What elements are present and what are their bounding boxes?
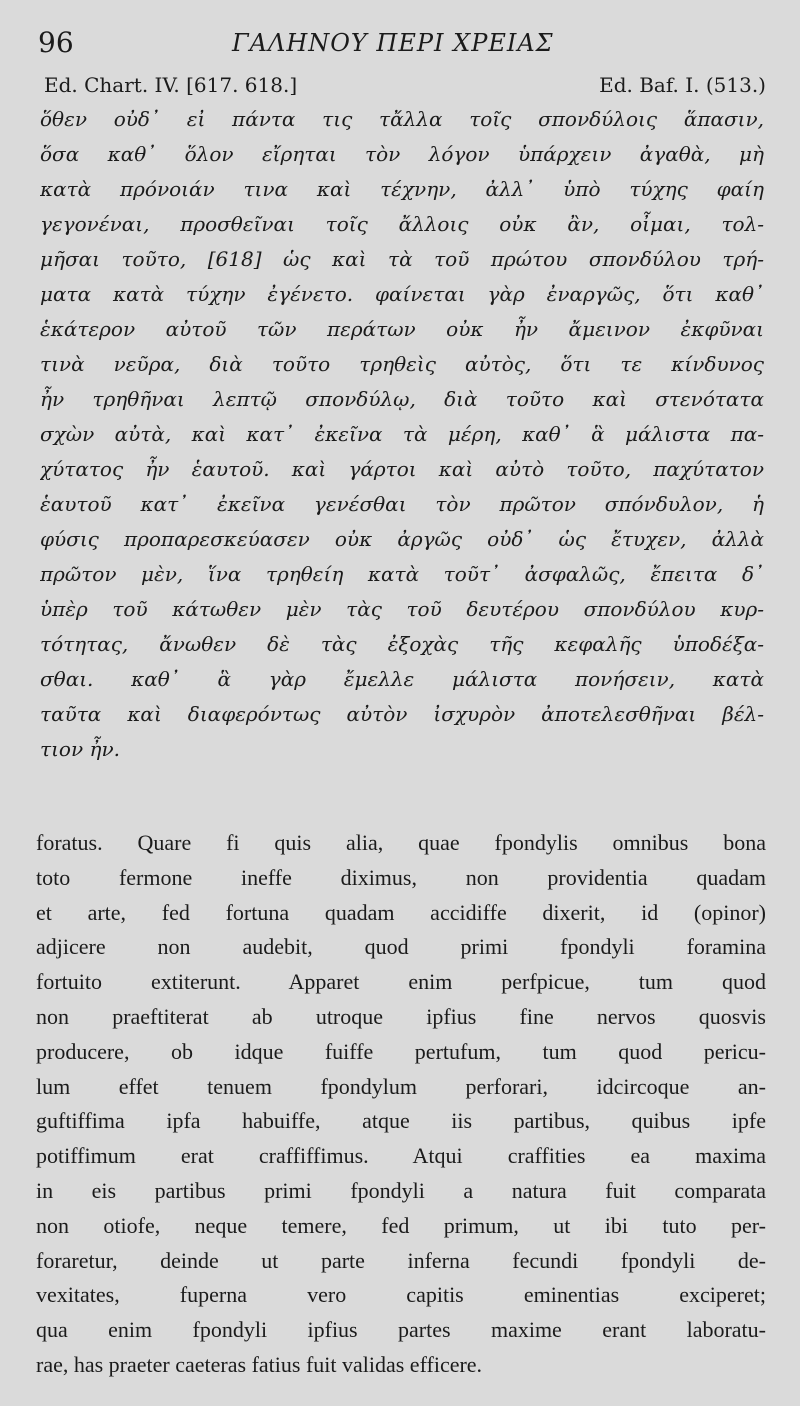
running-title: ΓΑΛΗΝΟΥ ΠΕΡΙ ΧΡΕΙΑΣ [232, 29, 554, 57]
latin-line: foraretur, deinde ut parte inferna fecundi fpondyli de- [36, 1247, 766, 1273]
latin-line: in eis partibus primi fpondyli a natura fuit comparata [36, 1177, 766, 1203]
greek-text-block [40, 102, 764, 767]
greek-line: σθαι. καθ᾿ ἃ γὰρ ἔμελλε μάλιστα πονήσειν, κατὰ [40, 667, 764, 691]
latin-line: toto fermone ineffe diximus, non providentia quadam [36, 864, 766, 890]
greek-line: πρῶτον μὲν, ἵνα τρηθείη κατὰ τοῦτ᾿ ἀσφαλῶς, ἔπειτα δ᾿ [40, 562, 764, 586]
greek-line: ὅθεν οὐδ᾿ εἰ πάντα τις τἄλλα τοῖς σπονδύλοις ἅπασιν, [40, 107, 764, 131]
latin-line: adjicere non audebit, quod primi fpondyli foramina [36, 934, 766, 960]
greek-line: μῆσαι τοῦτο, [618] ὡς καὶ τὰ τοῦ πρώτου σπονδύλου τρή- [40, 247, 764, 271]
latin-line: fortuito extiterunt. Apparet enim perfpicue, tum quod [36, 969, 766, 995]
latin-line: non otiofe, neque temere, fed primum, ut ibi tuto per- [36, 1212, 766, 1238]
greek-line: τότητας, ἄνωθεν δὲ τὰς ἐξοχὰς τῆς κεφαλῆς ὑποδέξα- [40, 632, 764, 656]
greek-line: ὅσα καθ᾿ ὅλον εἴρηται τὸν λόγον ὑπάρχειν ἀγαθὰ, μὴ [40, 142, 764, 166]
greek-line: ματα κατὰ τύχην ἐγένετο. φαίνεται γὰρ ἐναργῶς, ὅτι καθ᾿ [40, 282, 764, 306]
greek-line: κατὰ πρόνοιάν τινα καὶ τέχνην, ἀλλ᾿ ὑπὸ τύχης φαίη [40, 177, 764, 201]
latin-text-block [36, 826, 766, 1383]
latin-line: et arte, fed fortuna quadam accidiffe dixerit, id (opinor) [36, 899, 766, 925]
greek-line: γεγονέναι, προσθεῖναι τοῖς ἄλλοις οὐκ ἂν, οἶμαι, τολ- [40, 212, 764, 236]
greek-line: ὑπὲρ τοῦ κάτωθεν μὲν τὰς τοῦ δευτέρου σπονδύλου κυρ- [40, 597, 764, 621]
greek-line: τιον ἦν. [40, 737, 120, 761]
greek-line: ἑαυτοῦ κατ᾿ ἐκεῖνα γενέσθαι τὸν πρῶτον σπόνδυλον, ἡ [40, 492, 764, 516]
edition-reference-left: Ed. Chart. IV. [617. 618.] [44, 73, 298, 97]
greek-line: φύσις προπαρεσκεύασεν οὐκ ἀργῶς οὐδ᾿ ὡς ἔτυχεν, ἀλλὰ [40, 527, 764, 551]
edition-reference-right: Ed. Baf. I. (513.) [599, 73, 766, 97]
latin-line: foratus. Quare fi quis alia, quae fpondylis omnibus bona [36, 830, 766, 855]
greek-line: χύτατος ἦν ἑαυτοῦ. καὶ γάρτοι καὶ αὐτὸ τοῦτο, παχύτατον [40, 457, 764, 481]
greek-line: ἦν τρηθῆναι λεπτῷ σπονδύλῳ, διὰ τοῦτο καὶ στενότατα [40, 387, 764, 411]
greek-line: ἑκάτερον αὐτοῦ τῶν περάτων οὐκ ἦν ἄμεινον ἐκφῦναι [40, 317, 764, 341]
latin-line: qua enim fpondyli ipfius partes maxime erant laboratu- [36, 1317, 766, 1343]
page-number: 96 [38, 26, 74, 59]
greek-line: ταῦτα καὶ διαφερόντως αὐτὸν ἰσχυρὸν ἀποτελεσθῆναι βέλ- [40, 702, 764, 726]
latin-line: producere, ob idque fuiffe pertufum, tum quod pericu- [36, 1038, 766, 1064]
latin-line: guftiffima ipfa habuiffe, atque iis partibus, quibus ipfe [36, 1108, 766, 1134]
greek-line: τινὰ νεῦρα, διὰ τοῦτο τρηθεὶς αὐτὸς, ὅτι τε κίνδυνος [40, 352, 764, 376]
latin-line: rae, has praeter caeteras fatius fuit validas efficere. [36, 1351, 483, 1377]
latin-line: potiffimum erat craffiffimus. Atqui craffities ea maxima [36, 1143, 766, 1169]
latin-line: lum effet tenuem fpondylum perforari, idcircoque an- [36, 1073, 766, 1099]
greek-line: σχὼν αὐτὰ, καὶ κατ᾿ ἐκεῖνα τὰ μέρη, καθ᾿ ἃ μάλιστα πα- [40, 422, 764, 446]
latin-line: non praeftiterat ab utroque ipfius fine nervos quosvis [36, 1003, 766, 1029]
latin-line: vexitates, fuperna vero capitis eminentias exciperet; [36, 1282, 766, 1308]
